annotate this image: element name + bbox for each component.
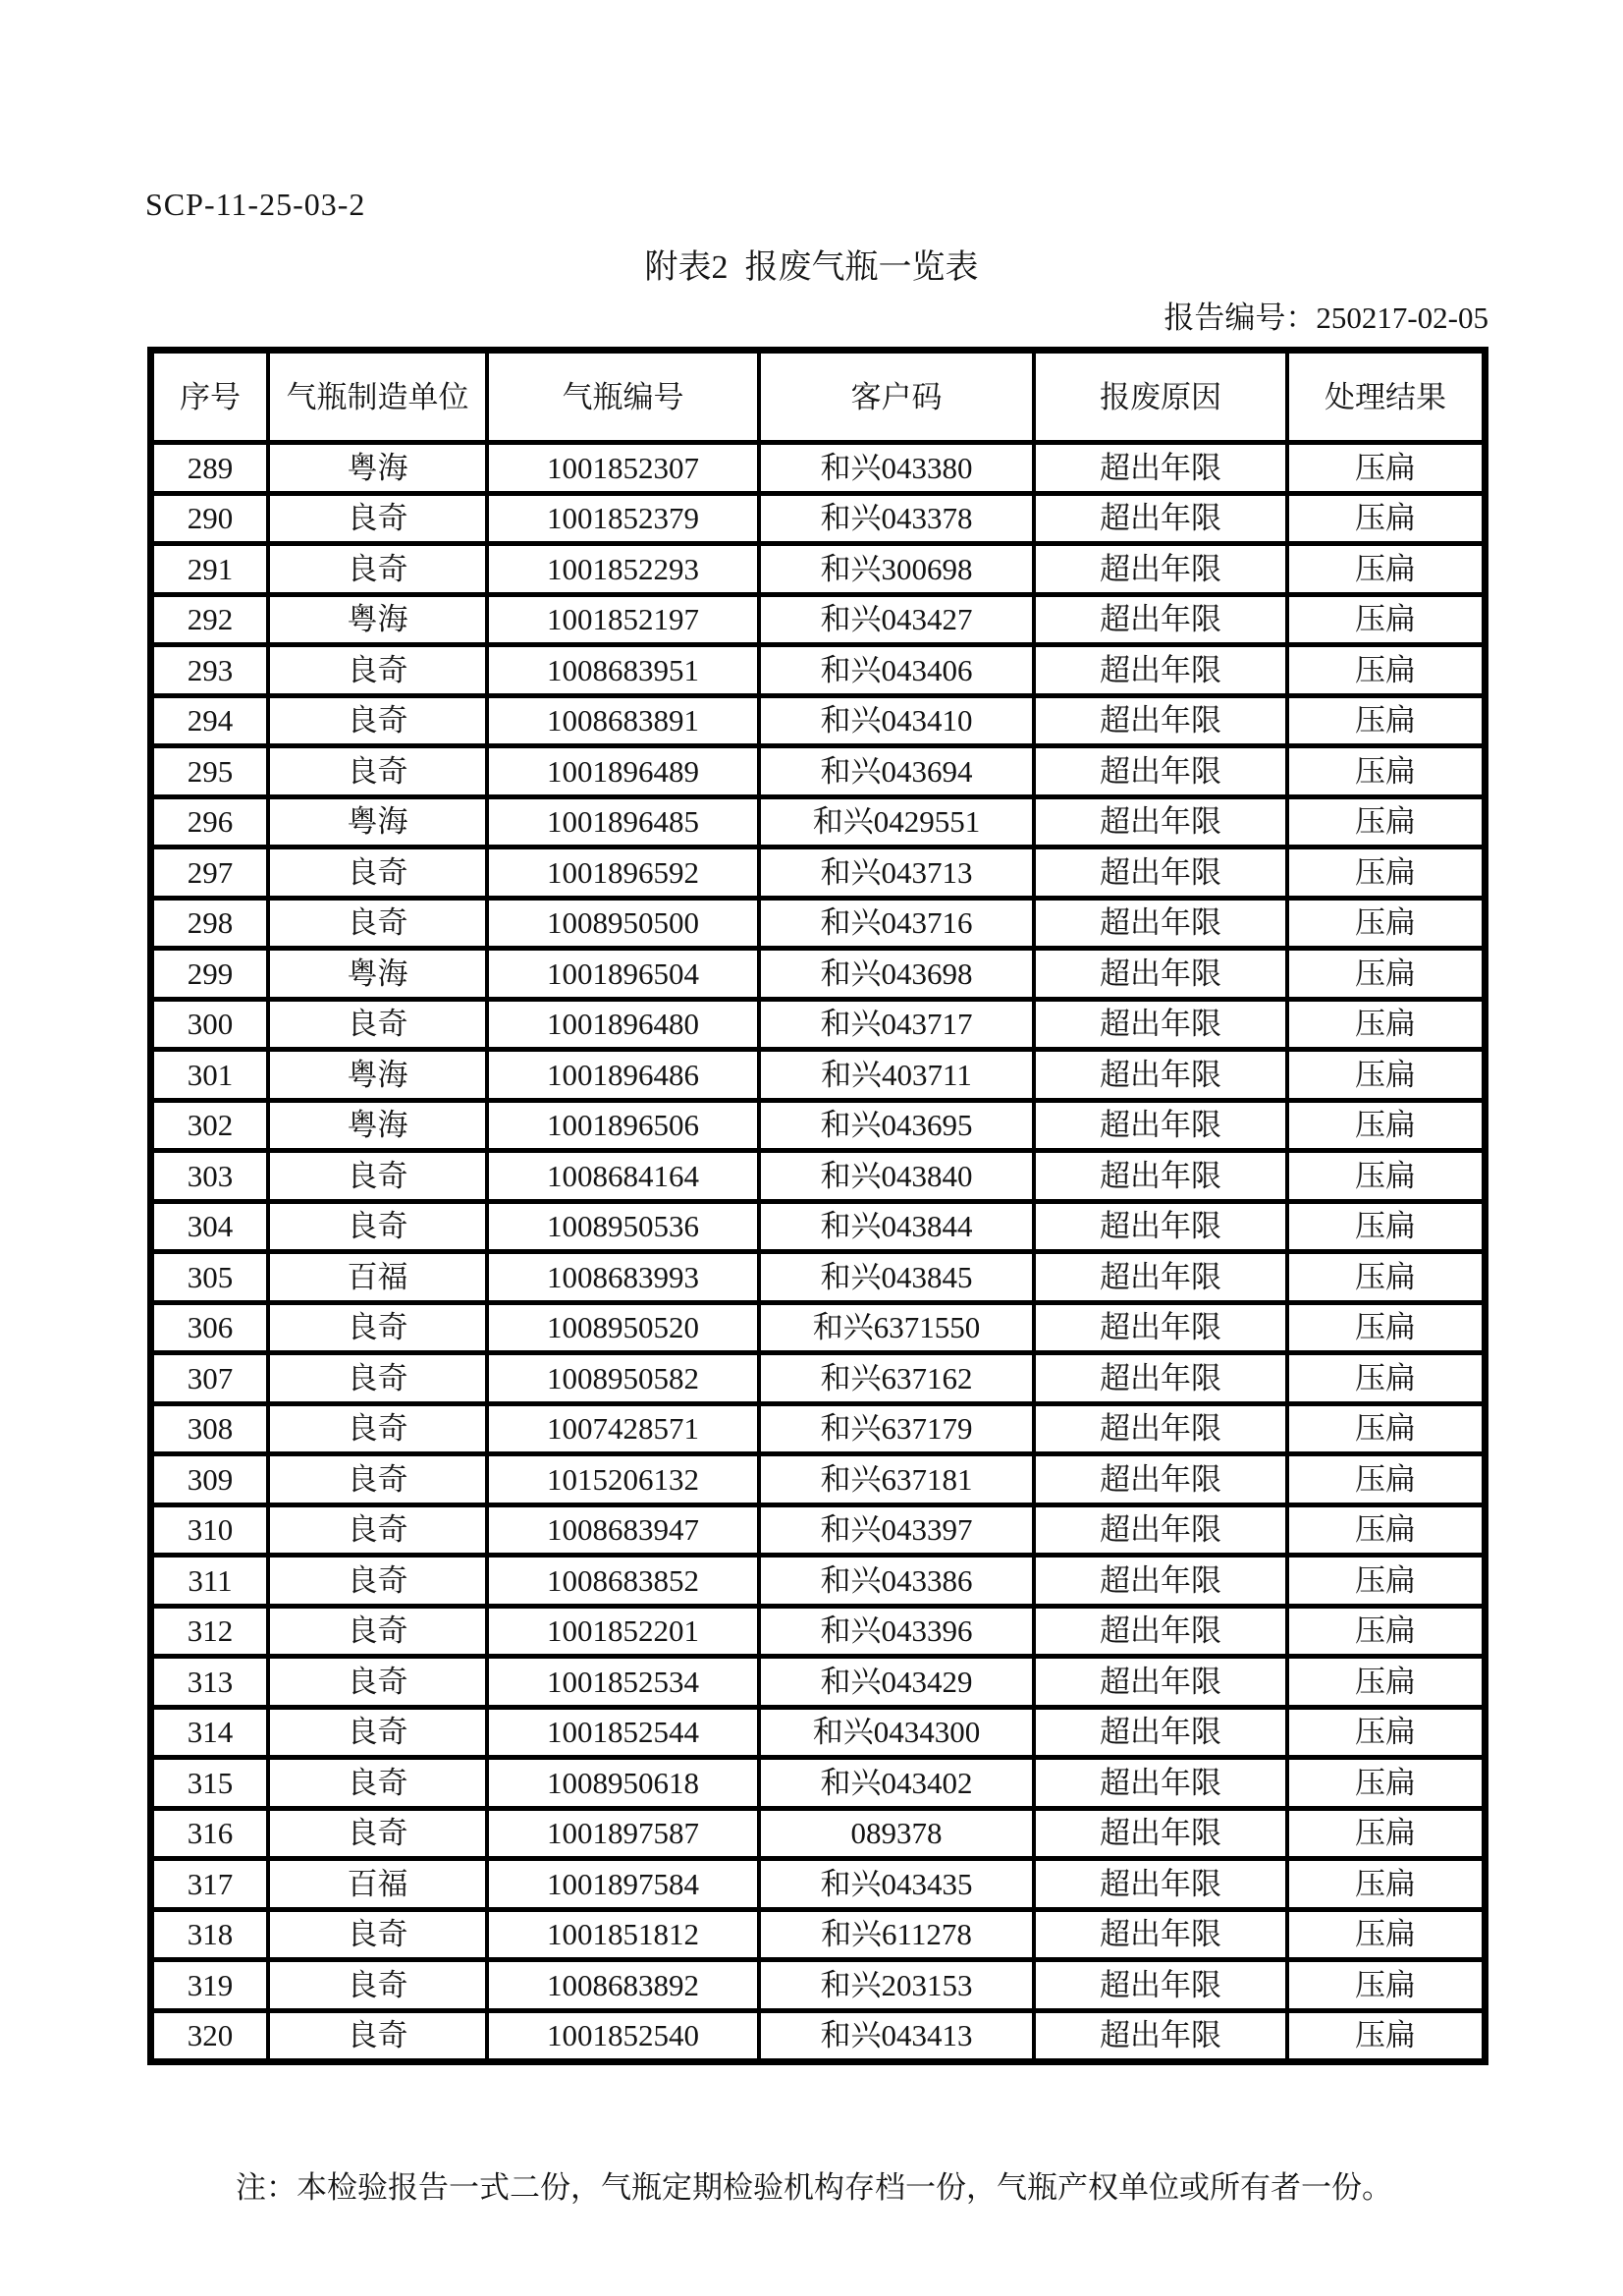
cell-manufacturer: 良奇 xyxy=(270,1710,485,1756)
cell-reason: 超出年限 xyxy=(1036,698,1285,744)
cell-manufacturer: 良奇 xyxy=(270,748,485,794)
cell-manufacturer: 良奇 xyxy=(270,1760,485,1806)
cell-customer-code: 和兴403711 xyxy=(761,1052,1032,1098)
cell-cylinder-no: 1001852201 xyxy=(489,1609,757,1655)
cell-seq: 298 xyxy=(154,901,266,947)
column-header-result: 处理结果 xyxy=(1289,354,1482,440)
cell-result: 压扁 xyxy=(1289,901,1482,947)
cell-result: 压扁 xyxy=(1289,849,1482,896)
cell-customer-code: 和兴043410 xyxy=(761,698,1032,744)
cell-customer-code: 和兴043406 xyxy=(761,647,1032,693)
cell-reason: 超出年限 xyxy=(1036,2013,1285,2059)
cell-manufacturer: 良奇 xyxy=(270,496,485,542)
cell-cylinder-no: 1008683951 xyxy=(489,647,757,693)
cell-cylinder-no: 1001852379 xyxy=(489,496,757,542)
cell-seq: 306 xyxy=(154,1305,266,1351)
cell-seq: 291 xyxy=(154,546,266,592)
cell-customer-code: 和兴043429 xyxy=(761,1659,1032,1705)
cell-reason: 超出年限 xyxy=(1036,1710,1285,1756)
cell-reason: 超出年限 xyxy=(1036,901,1285,947)
cell-manufacturer: 粤海 xyxy=(270,445,485,491)
cell-seq: 289 xyxy=(154,445,266,491)
cell-reason: 超出年限 xyxy=(1036,748,1285,794)
cell-customer-code: 和兴043427 xyxy=(761,597,1032,643)
cell-customer-code: 089378 xyxy=(761,1811,1032,1857)
cell-cylinder-no: 1001896485 xyxy=(489,799,757,846)
cell-customer-code: 和兴300698 xyxy=(761,546,1032,592)
cell-reason: 超出年限 xyxy=(1036,1052,1285,1098)
cell-cylinder-no: 1015206132 xyxy=(489,1456,757,1503)
cell-customer-code: 和兴043713 xyxy=(761,849,1032,896)
cell-reason: 超出年限 xyxy=(1036,1406,1285,1452)
cell-reason: 超出年限 xyxy=(1036,1507,1285,1554)
cell-result: 压扁 xyxy=(1289,597,1482,643)
cell-customer-code: 和兴043694 xyxy=(761,748,1032,794)
cell-seq: 300 xyxy=(154,1002,266,1048)
cell-reason: 超出年限 xyxy=(1036,597,1285,643)
cell-manufacturer: 粤海 xyxy=(270,597,485,643)
cell-customer-code: 和兴043397 xyxy=(761,1507,1032,1554)
cell-cylinder-no: 1001896506 xyxy=(489,1103,757,1149)
cell-customer-code: 和兴203153 xyxy=(761,1962,1032,2008)
cell-manufacturer: 良奇 xyxy=(270,698,485,744)
report-number-value: 250217-02-05 xyxy=(1316,301,1488,335)
cell-result: 压扁 xyxy=(1289,951,1482,997)
cell-result: 压扁 xyxy=(1289,1254,1482,1300)
cell-seq: 310 xyxy=(154,1507,266,1554)
cell-seq: 307 xyxy=(154,1355,266,1401)
cell-cylinder-no: 1008950500 xyxy=(489,901,757,947)
cell-seq: 308 xyxy=(154,1406,266,1452)
cell-manufacturer: 良奇 xyxy=(270,1355,485,1401)
cell-customer-code: 和兴0434300 xyxy=(761,1710,1032,1756)
cell-seq: 296 xyxy=(154,799,266,846)
cell-result: 压扁 xyxy=(1289,1305,1482,1351)
cell-reason: 超出年限 xyxy=(1036,1912,1285,1958)
cell-result: 压扁 xyxy=(1289,1355,1482,1401)
column-header-cylinder-no: 气瓶编号 xyxy=(489,354,757,440)
cell-seq: 303 xyxy=(154,1153,266,1199)
cell-cylinder-no: 1008684164 xyxy=(489,1153,757,1199)
cell-customer-code: 和兴637179 xyxy=(761,1406,1032,1452)
cell-customer-code: 和兴611278 xyxy=(761,1912,1032,1958)
cell-result: 压扁 xyxy=(1289,1609,1482,1655)
doc-code: SCP-11-25-03-2 xyxy=(145,187,366,222)
cell-result: 压扁 xyxy=(1289,546,1482,592)
cell-result: 压扁 xyxy=(1289,1103,1482,1149)
cell-seq: 320 xyxy=(154,2013,266,2059)
cell-cylinder-no: 1008683891 xyxy=(489,698,757,744)
cell-customer-code: 和兴043386 xyxy=(761,1558,1032,1604)
cell-manufacturer: 良奇 xyxy=(270,901,485,947)
cell-reason: 超出年限 xyxy=(1036,1558,1285,1604)
cell-result: 压扁 xyxy=(1289,1204,1482,1250)
cell-cylinder-no: 1001852293 xyxy=(489,546,757,592)
cell-reason: 超出年限 xyxy=(1036,1760,1285,1806)
cell-cylinder-no: 1008683892 xyxy=(489,1962,757,2008)
cell-seq: 319 xyxy=(154,1962,266,2008)
column-header-manufacturer: 气瓶制造单位 xyxy=(270,354,485,440)
cell-cylinder-no: 1008683993 xyxy=(489,1254,757,1300)
cell-result: 压扁 xyxy=(1289,799,1482,846)
cell-manufacturer: 良奇 xyxy=(270,1507,485,1554)
cell-customer-code: 和兴637162 xyxy=(761,1355,1032,1401)
cell-cylinder-no: 1008950582 xyxy=(489,1355,757,1401)
column-header-reason: 报废原因 xyxy=(1036,354,1285,440)
footer-note: 注：本检验报告一式二份，气瓶定期检验机构存档一份，气瓶产权单位或所有者一份。 xyxy=(236,2170,1392,2205)
cell-seq: 313 xyxy=(154,1659,266,1705)
cell-manufacturer: 良奇 xyxy=(270,546,485,592)
cell-customer-code: 和兴043845 xyxy=(761,1254,1032,1300)
column-header-seq: 序号 xyxy=(154,354,266,440)
cell-customer-code: 和兴043413 xyxy=(761,2013,1032,2059)
cell-customer-code: 和兴043844 xyxy=(761,1204,1032,1250)
cell-customer-code: 和兴043716 xyxy=(761,901,1032,947)
cell-cylinder-no: 1001897587 xyxy=(489,1811,757,1857)
cell-manufacturer: 良奇 xyxy=(270,1811,485,1857)
cell-cylinder-no: 1001852197 xyxy=(489,597,757,643)
cell-manufacturer: 良奇 xyxy=(270,1609,485,1655)
cell-seq: 304 xyxy=(154,1204,266,1250)
cell-cylinder-no: 1001852540 xyxy=(489,2013,757,2059)
report-number-line xyxy=(1163,293,1488,337)
cell-reason: 超出年限 xyxy=(1036,1153,1285,1199)
cell-manufacturer: 良奇 xyxy=(270,1002,485,1048)
cell-reason: 超出年限 xyxy=(1036,799,1285,846)
cell-customer-code: 和兴043380 xyxy=(761,445,1032,491)
cell-customer-code: 和兴043402 xyxy=(761,1760,1032,1806)
cell-manufacturer: 良奇 xyxy=(270,1204,485,1250)
cell-customer-code: 和兴043840 xyxy=(761,1153,1032,1199)
cell-manufacturer: 良奇 xyxy=(270,1456,485,1503)
cell-cylinder-no: 1001896486 xyxy=(489,1052,757,1098)
cell-result: 压扁 xyxy=(1289,496,1482,542)
report-number-label: 报告编号： xyxy=(1163,301,1317,335)
cell-reason: 超出年限 xyxy=(1036,1103,1285,1149)
cell-cylinder-no: 1008683852 xyxy=(489,1558,757,1604)
cell-manufacturer: 粤海 xyxy=(270,1052,485,1098)
cell-seq: 311 xyxy=(154,1558,266,1604)
cell-cylinder-no: 1008683947 xyxy=(489,1507,757,1554)
cell-manufacturer: 良奇 xyxy=(270,1153,485,1199)
cell-reason: 超出年限 xyxy=(1036,1659,1285,1705)
cell-cylinder-no: 1001896489 xyxy=(489,748,757,794)
cell-reason: 超出年限 xyxy=(1036,1002,1285,1048)
cell-manufacturer: 粤海 xyxy=(270,951,485,997)
scrapped-cylinder-table xyxy=(147,347,1488,2065)
cell-seq: 317 xyxy=(154,1861,266,1907)
cell-cylinder-no: 1001852534 xyxy=(489,1659,757,1705)
cell-result: 压扁 xyxy=(1289,698,1482,744)
cell-result: 压扁 xyxy=(1289,1002,1482,1048)
cell-manufacturer: 良奇 xyxy=(270,647,485,693)
cell-result: 压扁 xyxy=(1289,1507,1482,1554)
cell-result: 压扁 xyxy=(1289,1153,1482,1199)
cell-manufacturer: 良奇 xyxy=(270,1305,485,1351)
cell-cylinder-no: 1001896480 xyxy=(489,1002,757,1048)
cell-seq: 305 xyxy=(154,1254,266,1300)
cell-seq: 299 xyxy=(154,951,266,997)
cell-result: 压扁 xyxy=(1289,1861,1482,1907)
cell-customer-code: 和兴043396 xyxy=(761,1609,1032,1655)
cell-manufacturer: 良奇 xyxy=(270,1406,485,1452)
cell-result: 压扁 xyxy=(1289,1052,1482,1098)
cell-customer-code: 和兴043378 xyxy=(761,496,1032,542)
cell-cylinder-no: 1001896592 xyxy=(489,849,757,896)
cell-customer-code: 和兴6371550 xyxy=(761,1305,1032,1351)
cell-reason: 超出年限 xyxy=(1036,849,1285,896)
cell-cylinder-no: 1001851812 xyxy=(489,1912,757,1958)
cell-reason: 超出年限 xyxy=(1036,951,1285,997)
cell-result: 压扁 xyxy=(1289,1811,1482,1857)
cell-cylinder-no: 1008950618 xyxy=(489,1760,757,1806)
cell-customer-code: 和兴043698 xyxy=(761,951,1032,997)
cell-reason: 超出年限 xyxy=(1036,1305,1285,1351)
cell-reason: 超出年限 xyxy=(1036,496,1285,542)
cell-result: 压扁 xyxy=(1289,1558,1482,1604)
cell-cylinder-no: 1001897584 xyxy=(489,1861,757,1907)
cell-manufacturer: 良奇 xyxy=(270,849,485,896)
cell-customer-code: 和兴043717 xyxy=(761,1002,1032,1048)
cell-result: 压扁 xyxy=(1289,1659,1482,1705)
cell-manufacturer: 百福 xyxy=(270,1254,485,1300)
cell-manufacturer: 良奇 xyxy=(270,1912,485,1958)
cell-reason: 超出年限 xyxy=(1036,445,1285,491)
cell-seq: 294 xyxy=(154,698,266,744)
cell-result: 压扁 xyxy=(1289,1456,1482,1503)
cell-reason: 超出年限 xyxy=(1036,1254,1285,1300)
cell-seq: 302 xyxy=(154,1103,266,1149)
cell-seq: 297 xyxy=(154,849,266,896)
cell-cylinder-no: 1007428571 xyxy=(489,1406,757,1452)
column-header-customer-code: 客户码 xyxy=(761,354,1032,440)
cell-manufacturer: 粤海 xyxy=(270,1103,485,1149)
cell-customer-code: 和兴0429551 xyxy=(761,799,1032,846)
cell-result: 压扁 xyxy=(1289,2013,1482,2059)
cell-seq: 318 xyxy=(154,1912,266,1958)
cell-customer-code: 和兴043695 xyxy=(761,1103,1032,1149)
cell-reason: 超出年限 xyxy=(1036,546,1285,592)
cell-reason: 超出年限 xyxy=(1036,1204,1285,1250)
cell-seq: 314 xyxy=(154,1710,266,1756)
cell-cylinder-no: 1001852544 xyxy=(489,1710,757,1756)
cell-cylinder-no: 1008950520 xyxy=(489,1305,757,1351)
cell-cylinder-no: 1001852307 xyxy=(489,445,757,491)
cell-result: 压扁 xyxy=(1289,748,1482,794)
cell-manufacturer: 良奇 xyxy=(270,2013,485,2059)
cell-seq: 293 xyxy=(154,647,266,693)
cell-seq: 315 xyxy=(154,1760,266,1806)
cell-reason: 超出年限 xyxy=(1036,1456,1285,1503)
cell-reason: 超出年限 xyxy=(1036,1811,1285,1857)
cell-result: 压扁 xyxy=(1289,1962,1482,2008)
cell-seq: 290 xyxy=(154,496,266,542)
cell-reason: 超出年限 xyxy=(1036,1962,1285,2008)
cell-seq: 309 xyxy=(154,1456,266,1503)
cell-result: 压扁 xyxy=(1289,1710,1482,1756)
cell-seq: 316 xyxy=(154,1811,266,1857)
cell-seq: 295 xyxy=(154,748,266,794)
cell-customer-code: 和兴043435 xyxy=(761,1861,1032,1907)
cell-cylinder-no: 1008950536 xyxy=(489,1204,757,1250)
cell-result: 压扁 xyxy=(1289,1406,1482,1452)
cell-manufacturer: 良奇 xyxy=(270,1962,485,2008)
cell-reason: 超出年限 xyxy=(1036,1609,1285,1655)
cell-manufacturer: 粤海 xyxy=(270,799,485,846)
cell-reason: 超出年限 xyxy=(1036,1355,1285,1401)
cell-result: 压扁 xyxy=(1289,1912,1482,1958)
cell-seq: 292 xyxy=(154,597,266,643)
cell-manufacturer: 百福 xyxy=(270,1861,485,1907)
cell-manufacturer: 良奇 xyxy=(270,1659,485,1705)
cell-seq: 312 xyxy=(154,1609,266,1655)
cell-customer-code: 和兴637181 xyxy=(761,1456,1032,1503)
cell-manufacturer: 良奇 xyxy=(270,1558,485,1604)
cell-result: 压扁 xyxy=(1289,1760,1482,1806)
cell-cylinder-no: 1001896504 xyxy=(489,951,757,997)
cell-seq: 301 xyxy=(154,1052,266,1098)
page-title: 附表2 报废气瓶一览表 xyxy=(644,249,979,286)
cell-reason: 超出年限 xyxy=(1036,1861,1285,1907)
cell-result: 压扁 xyxy=(1289,445,1482,491)
cell-result: 压扁 xyxy=(1289,647,1482,693)
cell-reason: 超出年限 xyxy=(1036,647,1285,693)
